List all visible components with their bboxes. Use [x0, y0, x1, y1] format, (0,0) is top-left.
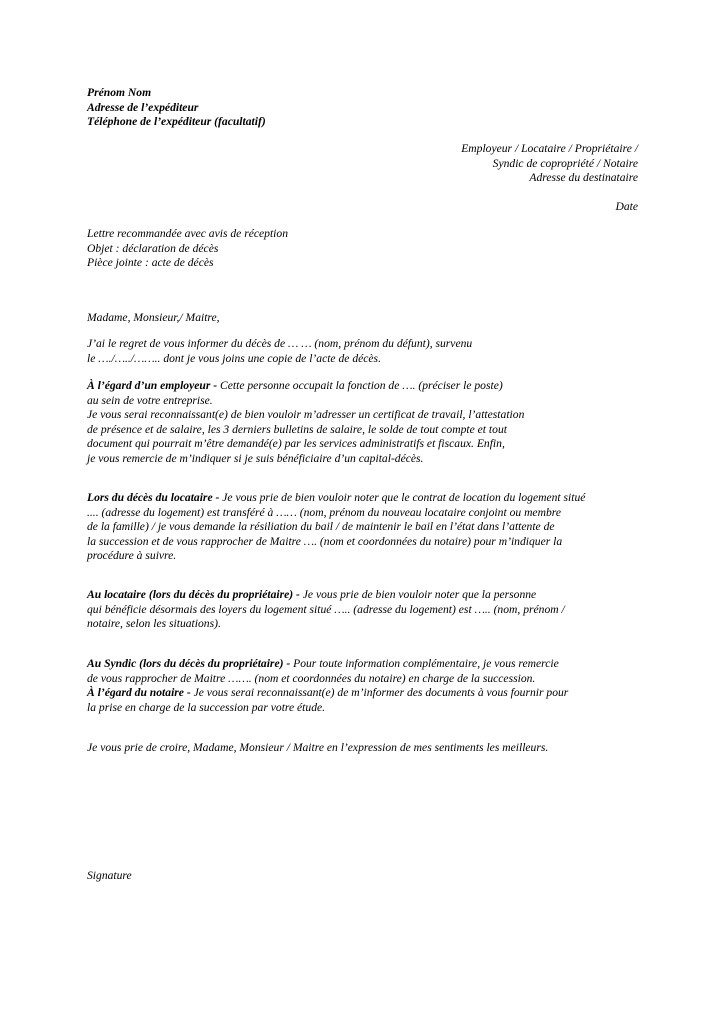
recipient-line-3: Adresse du destinataire — [529, 171, 638, 185]
employer-line: de présence et de salaire, les 3 derniers bulletins de salaire, le solde de tout compte et tout — [87, 422, 507, 436]
syndic-first-text: Pour toute information complémentaire, je vous remercie — [290, 657, 559, 670]
salutation-block — [87, 311, 647, 326]
employer-paragraph — [87, 379, 647, 467]
syndic-paragraph — [87, 657, 647, 715]
tenant-line: procédure à suivre. — [87, 549, 177, 563]
tenant-line: .... (adresse du logement) est transféré à …… (nom, prénom du nouveau locataire conjoint ou membre — [87, 505, 561, 519]
notary-heading: À l’égard du notaire - — [87, 686, 191, 700]
intro-line: J’ai le regret de vous informer du décès de … … (nom, prénom du défunt), survenu — [87, 337, 473, 350]
employer-line: je vous remercie de m’indiquer si je suis bénéficiaire d’un capital-décès. — [87, 451, 424, 465]
tenant-first-text: Je vous prie de bien vouloir noter que le contrat de location du logement situé — [219, 491, 586, 504]
landlord-first-text: Je vous prie de bien vouloir noter que la personne — [299, 588, 537, 601]
landlord-heading: Au locataire (lors du décès du propriétaire) - — [87, 588, 300, 601]
notary-first-text: Je vous serai reconnaissant(e) de m’informer des documents à vous fournir pour — [190, 686, 569, 700]
landlord-paragraph — [87, 588, 647, 632]
landlord-line: notaire, selon les situations). — [87, 617, 221, 631]
closing-block — [87, 741, 647, 756]
syndic-first-line — [87, 657, 647, 672]
employer-first-text: Cette personne occupait la fonction de …. (préciser le poste) — [217, 379, 503, 392]
employer-heading: À l’égard d’un employeur - — [87, 379, 218, 392]
signature-block — [87, 869, 647, 884]
tenant-line: la succession et de vous rapprocher de Maitre …. (nom et coordonnées du notaire) pour m’indiquer la — [87, 534, 563, 548]
letter-date: Date — [615, 200, 638, 213]
syndic-heading: Au Syndic (lors du décès du propriétaire) - — [87, 657, 291, 670]
intro-line: le …./…../…….. dont je vous joins une copie de l’acte de décès. — [87, 351, 381, 365]
sender-block — [87, 86, 647, 130]
closing-formula: Je vous prie de croire, Madame, Monsieur / Maitre en l’expression de mes sentiments les meilleurs. — [87, 741, 549, 754]
registered-mail-note: Lettre recommandée avec avis de réception — [87, 227, 288, 240]
landlord-first-line — [87, 588, 647, 603]
tenant-heading: Lors du décès du locataire - — [87, 491, 220, 504]
letter-attachment: Pièce jointe : acte de décès — [87, 256, 214, 270]
signature: Signature — [87, 869, 132, 882]
tenant-paragraph — [87, 491, 647, 564]
notary-first-line — [87, 686, 647, 701]
employer-first-line — [87, 379, 647, 394]
tenant-first-line — [87, 491, 647, 506]
recipient-line-2: Syndic de copropriété / Notaire — [492, 156, 638, 170]
recipient-block — [238, 142, 638, 186]
date-block — [238, 200, 638, 215]
letter-subject: Objet : déclaration de décès — [87, 241, 219, 255]
recipient-line-1: Employeur / Locataire / Propriétaire / — [461, 142, 638, 155]
syndic-line: de vous rapprocher de Maitre ……. (nom et coordonnées du notaire) en charge de la succession. — [87, 671, 536, 685]
sender-address: Adresse de l’expéditeur — [87, 100, 199, 114]
employer-line: Je vous serai reconnaissant(e) de bien vouloir m’adresser un certificat de travail, l’attestation — [87, 408, 525, 422]
tenant-line: de la famille) / je vous demande la résiliation du bail / de maintenir le bail en l’état dans l’attente de — [87, 520, 555, 534]
notary-line: la prise en charge de la succession par votre étude. — [87, 700, 326, 714]
intro-paragraph — [87, 337, 647, 366]
landlord-line: qui bénéficie désormais des loyers du logement situé ….. (adresse du logement) est ….. (nom, prénom / — [87, 602, 565, 616]
sender-name: Prénom Nom — [87, 86, 152, 99]
employer-line: document qui pourrait m’être demandé(e) par les services administratifs et fiscaux. Enfin, — [87, 437, 505, 451]
employer-line: au sein de votre entreprise. — [87, 393, 213, 407]
sender-phone: Téléphone de l’expéditeur (facultatif) — [87, 115, 266, 129]
letter-header — [87, 227, 647, 271]
salutation: Madame, Monsieur,/ Maitre, — [87, 311, 220, 324]
